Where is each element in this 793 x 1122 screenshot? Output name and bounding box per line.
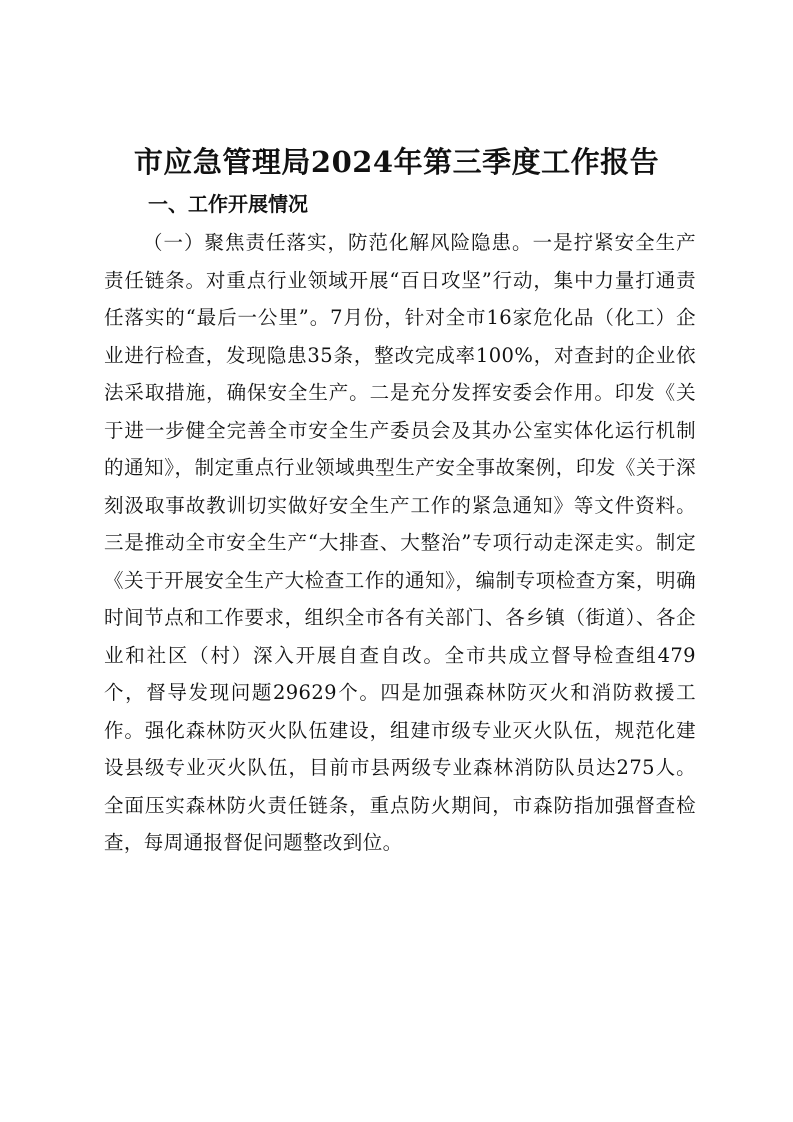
section-heading: 一、工作开展情况 [148,192,308,216]
body-paragraph: （一）聚焦责任落实，防范化解风险隐患。一是拧紧安全生产责任链条。对重点行业领域开展“百日攻坚”行动，集中力量打通责任落实的“最后一公里”。7月份，针对全市16家危化品（化工）企业进行检查，发现隐患35条，整改完成率100%，对查封的企业依法采取措施，确保安全生产。二是充分发挥安委会作用。印发《关于进一步健全完善全市安全生产委员会及其办公室实体化运行机制的通知》，制定重点行业领域典型生产安全事故案例，印发《关于深刻汲取事故教训切实做好安全生产工作的紧急通知》等文件资料。三是推动全市安全生产“大排查、大整治”专项行动走深走实。制定《关于开展安全生产大检查工作的通知》，编制专项检查方案，明确时间节点和工作要求，组织全市各有关部门、各乡镇（街道）、各企业和社区（村）深入开展自查自改。全市共成立督导检查组479个，督导发现问题29629个。四是加强森林防灭火和消防救援工作。强化森林防灭火队伍建设，组建市级专业灭火队伍，规范化建设县级专业灭火队伍，目前市县两级专业森林消防队员达275人。全面压实森林防火责任链条，重点防火期间，市森防指加强督查检查，每周通报督促问题整改到位。 [104,231,696,854]
document-title: 市应急管理局2024年第三季度工作报告 [133,145,660,179]
